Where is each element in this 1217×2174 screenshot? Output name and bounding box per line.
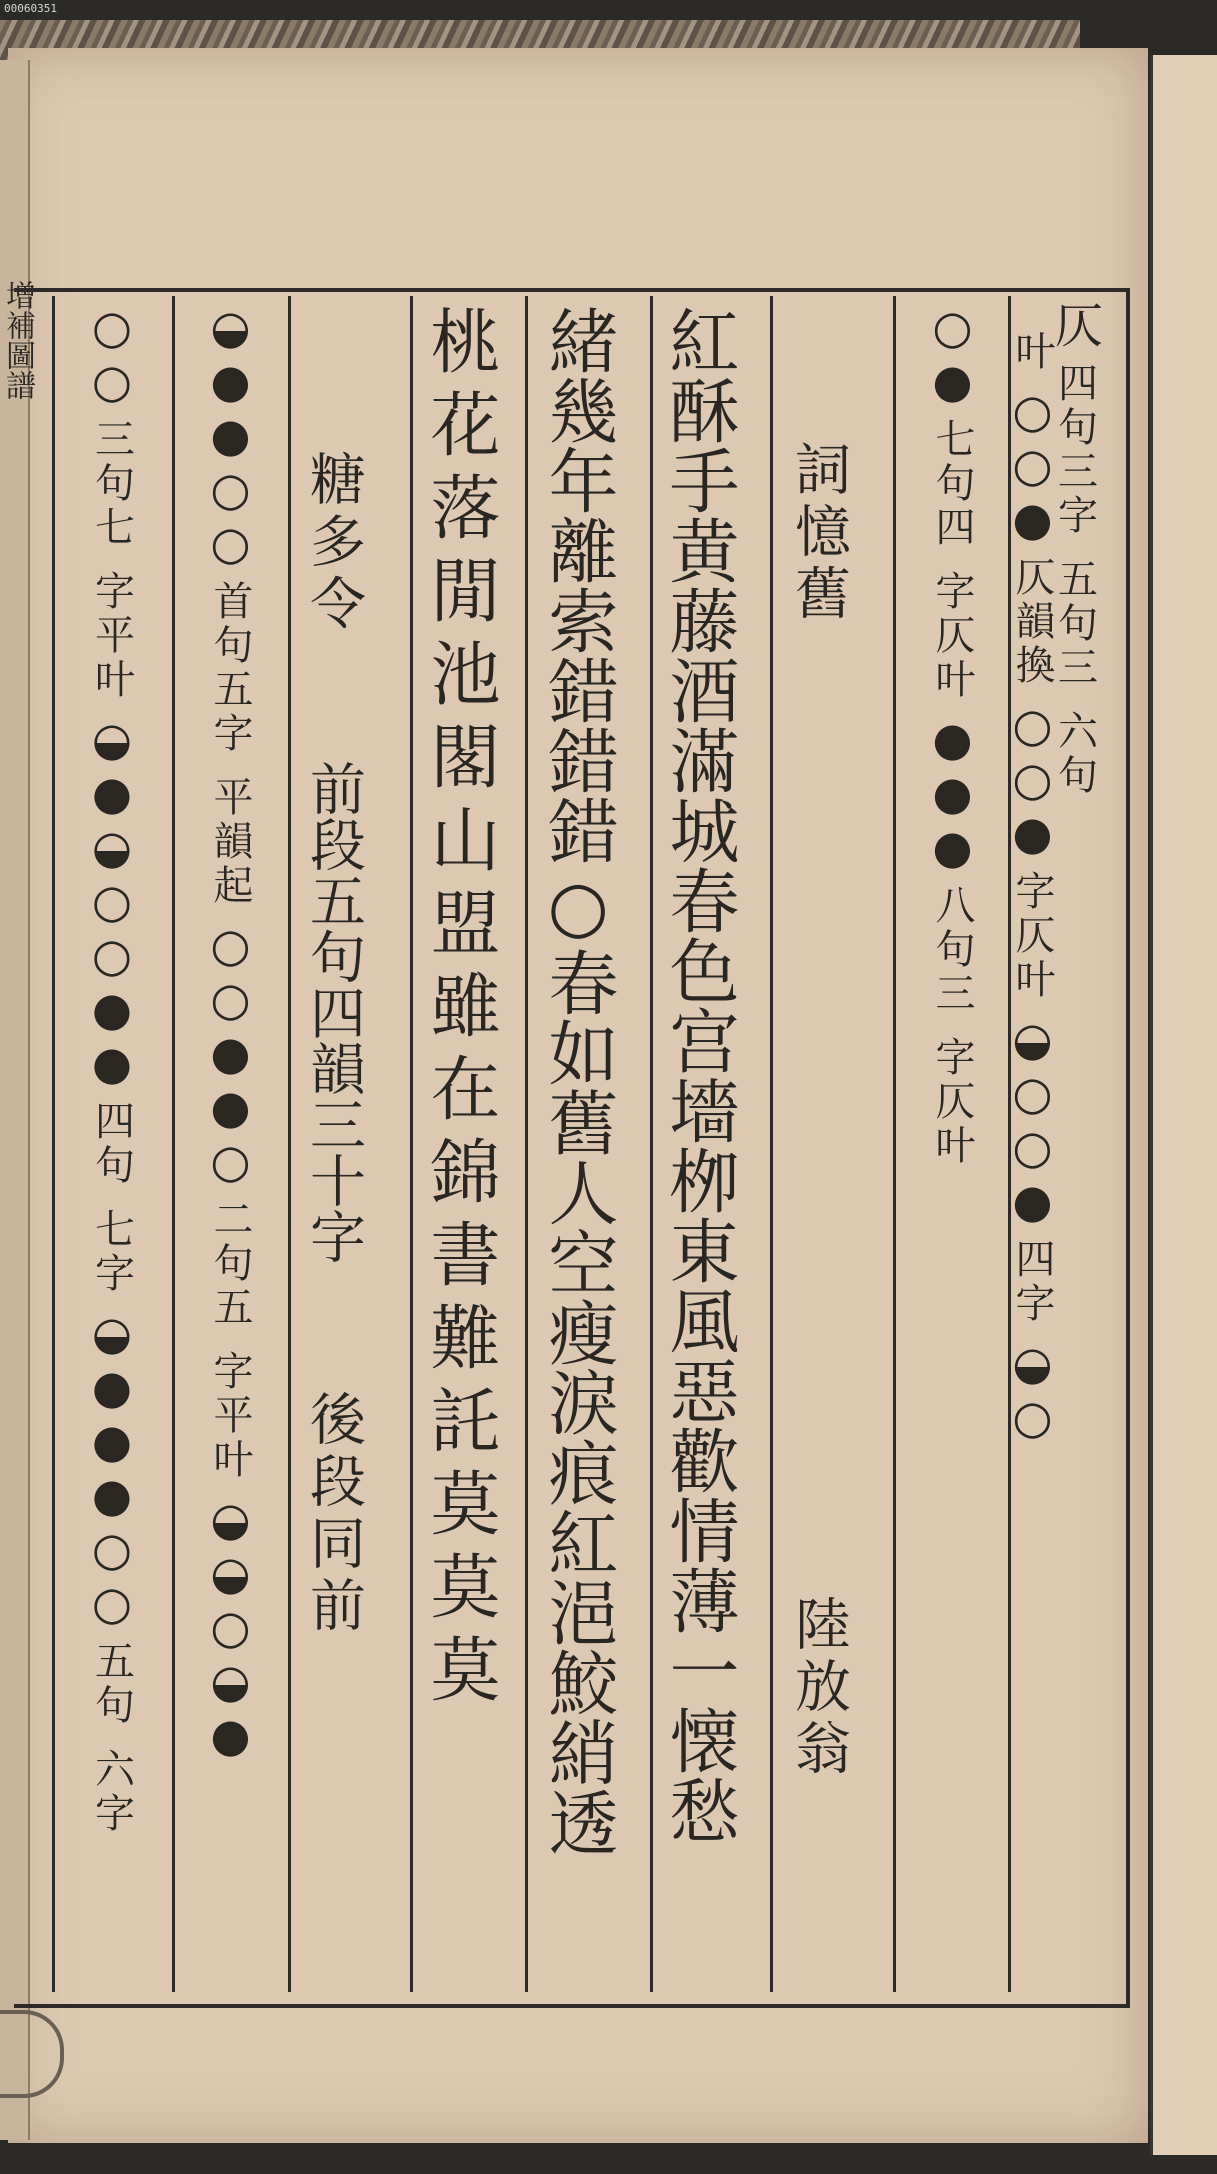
tone-mark: ○ [210,516,251,570]
tone-mark: ◒ [210,1654,251,1708]
col1-top: 仄 [1046,300,1103,352]
tone-mark: ○ [1012,1066,1053,1120]
tone-mark: ○ [1012,1120,1053,1174]
tone-mark: ○ [91,874,133,928]
poem-author: 陸放翁 [786,1595,851,1781]
col2-note2: 八句三 [929,884,975,1016]
column-rule [650,296,653,1992]
col9-ann3b: 六字 [88,1748,135,1836]
column-rule [410,296,413,1992]
col9-ann1: 三句七 [88,418,135,550]
poem-line-1: 紅酥手黄藤酒滿城春色宫墻栁東風惡歡情薄一懐愁 [658,305,740,1845]
column-rule [52,296,55,1992]
tune-second-half: 後段同前 [301,1390,366,1638]
col8-ann2: 二句五 [207,1198,253,1330]
tone-mark: ○ [210,1134,251,1188]
tone-column-2 [905,300,1000,1178]
tone-mark: ● [91,982,133,1036]
tone-mark: ● [932,820,973,874]
col1-ann1: 四句三字 [1051,362,1098,538]
tone-mark: ● [91,1360,133,1414]
col2-note2b: 字仄叶 [929,1036,975,1168]
col1-ann2: 五句三 [1051,558,1098,690]
col2-note1: 七句四 [929,418,975,550]
column-rule [525,296,528,1992]
col1-d: 四字 [1009,1238,1055,1326]
col2-note1b: 字仄叶 [929,570,975,702]
tone-mark: ◒ [91,712,133,766]
column-rule [893,296,896,1992]
tone-mark: ◒ [1012,1012,1053,1066]
col8-ann1: 首句五字 [207,580,253,756]
col9-ann2b: 七字 [88,1208,135,1296]
col8-ann2b: 字平叶 [207,1350,253,1482]
tune-structure: 前段五句四韻三十字 [301,760,366,1264]
tone-mark: ◒ [91,1306,133,1360]
tone-mark: ● [210,1026,251,1080]
tone-mark: ○ [1012,752,1053,806]
tone-mark: ● [932,766,973,820]
tone-mark: ○ [932,300,973,354]
tone-mark: ◒ [91,820,133,874]
col8-ann1b: 平韻起 [207,776,253,908]
tone-mark: ○ [1012,384,1053,438]
poem-line-3: 桃花落閒池閣山盟雖在錦書難託莫莫莫 [419,305,501,1716]
tone-mark: ○ [210,462,251,516]
tone-mark: ○ [1012,1390,1053,1444]
edge-text: 增補圖譜 [0,280,35,400]
right-page-leaf [1150,55,1217,2155]
tone-mark: ○ [1012,438,1053,492]
tone-column-8 [178,300,283,1762]
col9-ann2: 四句 [88,1100,135,1188]
tone-mark: ● [91,766,133,820]
tone-mark: ◒ [210,1546,251,1600]
tone-column-9 [56,300,168,1846]
tone-mark: ● [210,1708,251,1762]
col1-c: 字仄叶 [1009,870,1055,1002]
tone-mark: ◒ [210,300,251,354]
tone-marks-col1-left [1010,320,1055,1444]
tone-mark: ● [932,712,973,766]
col1-a: 叶 [1009,330,1055,374]
col9-ann1b: 字平叶 [88,570,135,702]
tone-mark: ● [1012,806,1053,860]
tone-mark: ○ [91,300,133,354]
tone-mark: ● [210,408,251,462]
tune-title: 糖多令 [301,450,366,636]
tone-mark: ○ [91,1522,133,1576]
column-rule [288,296,291,1992]
tone-mark: ● [91,1036,133,1090]
tone-mark: ○ [210,972,251,1026]
tone-mark: ● [210,1080,251,1134]
tone-mark: ○ [1012,698,1053,752]
poem-line-2: 緒幾年離索錯錯錯○春如舊人空瘦淚痕紅浥鮫綃透 [537,305,619,1857]
tone-mark: ◒ [210,1492,251,1546]
col1-ann3: 六句 [1051,710,1098,798]
tone-mark: ○ [91,354,133,408]
tone-mark: ○ [91,928,133,982]
tone-mark: ● [932,354,973,408]
image-id-label: 00060351 [4,2,57,15]
tone-mark: ● [1012,492,1053,546]
tone-mark: ● [91,1414,133,1468]
poem-title: 詞憶舊 [786,440,851,626]
tone-mark: ● [210,354,251,408]
column-rule [770,296,773,1992]
tone-mark: ○ [210,1600,251,1654]
tone-mark: ● [1012,1174,1053,1228]
tone-mark: ○ [91,1576,133,1630]
col1-b: 仄韻換 [1009,556,1055,688]
col9-ann3: 五句 [88,1640,135,1728]
column-rule [172,296,175,1992]
tone-mark: ● [91,1468,133,1522]
tone-mark: ◒ [1012,1336,1053,1390]
tone-mark: ○ [210,918,251,972]
